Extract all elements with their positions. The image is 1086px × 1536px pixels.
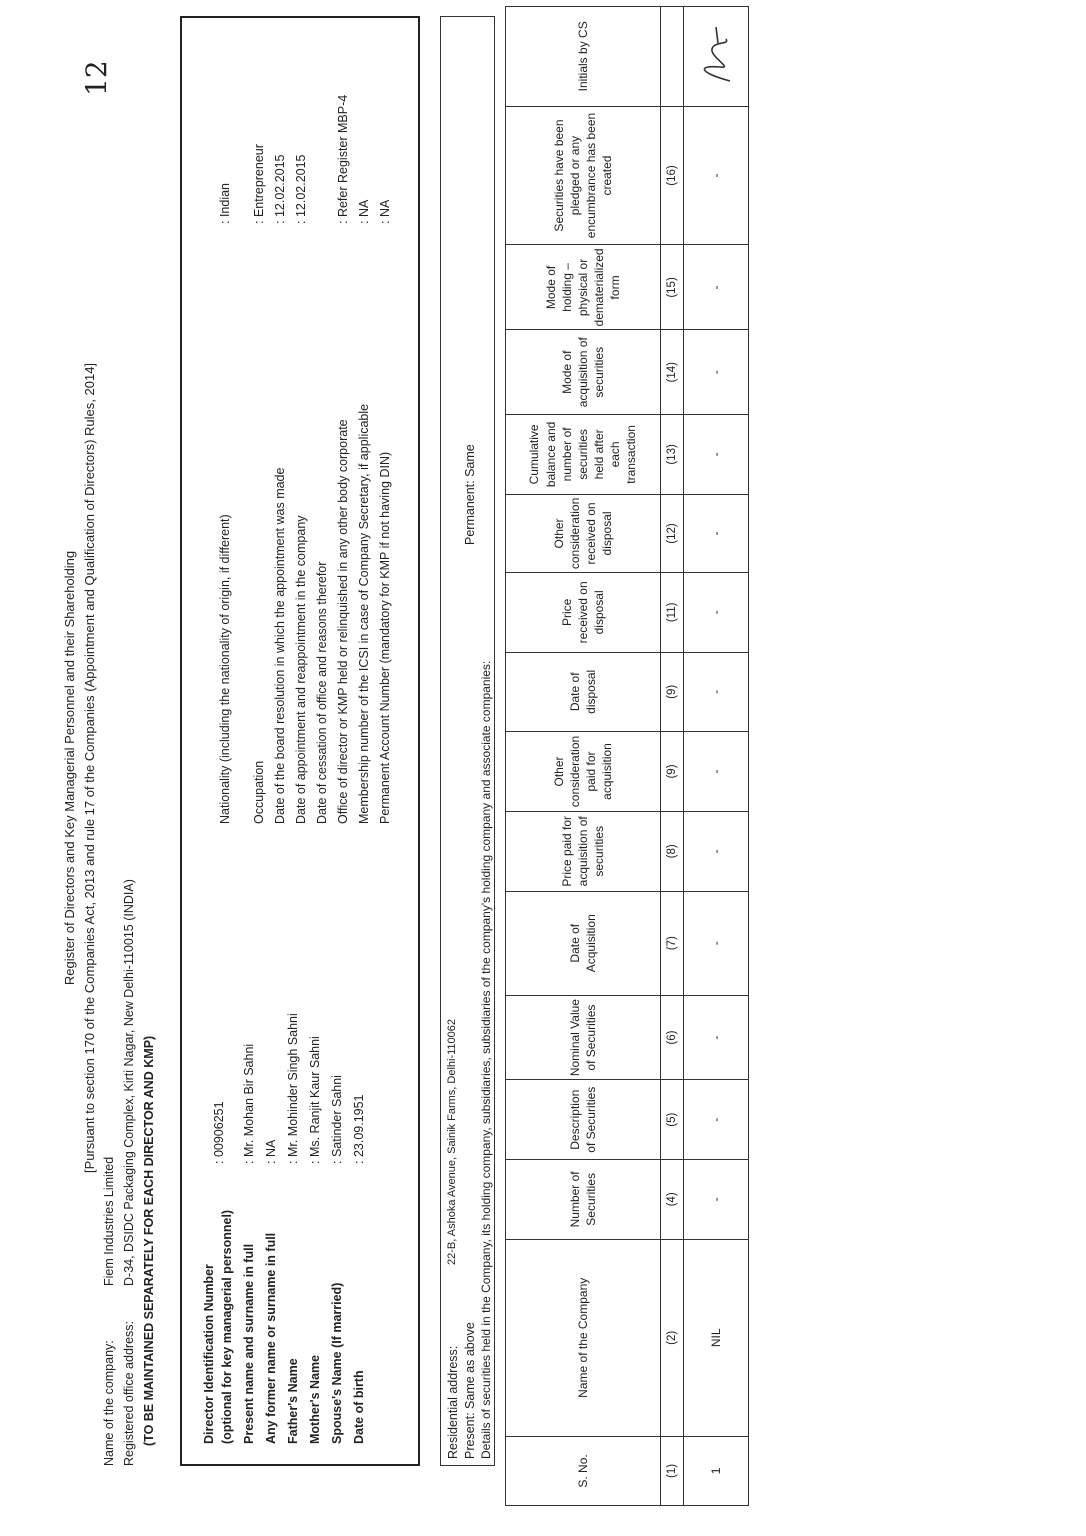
col-header: Mode of acquisition of securities (506, 330, 661, 415)
cessation-label: Date of cessation of office and reasons therefor (315, 561, 329, 824)
office-address-label: Registered office address: (122, 1321, 136, 1466)
column-number: (14) (661, 330, 684, 415)
column-number: (9) (661, 652, 684, 731)
permanent-address: Permanent: Same (463, 444, 477, 545)
residential-address-box (440, 16, 495, 1466)
column-number: (1) (661, 1436, 684, 1505)
col-header: Initials by CS (506, 7, 661, 107)
col-header: Price received on disposal (506, 573, 661, 652)
securities-caption: Details of securities held in the Company, its holding company, subsidiaries, subsidiaries of the company's holding company and associate companies: (479, 660, 493, 1459)
appointment-value: : 12.02.2015 (294, 154, 308, 224)
maintenance-note: (TO BE MAINTAINED SEPARATELY FOR EACH DIRECTOR AND KMP) (142, 1035, 156, 1446)
page-number: 12 (80, 60, 113, 96)
board-resolution-value: : 12.02.2015 (273, 154, 287, 224)
col-header: Name of the Company (506, 1239, 661, 1436)
column-number: (4) (661, 1160, 684, 1240)
col-header: Securities have been pledged or any encumbrance has been created (506, 106, 661, 245)
appointment-label: Date of appointment and reappointment in the company (294, 515, 308, 824)
col-header: Description of Securities (506, 1080, 661, 1160)
present-address: Present: Same as above (463, 1322, 477, 1459)
board-resolution-label: Date of the board resolution in which the appointment was made (273, 467, 287, 824)
table-row (684, 7, 749, 1506)
present-name-value: : Mr. Mohan Bir Sahni (242, 1043, 256, 1164)
header-row (506, 7, 661, 1506)
column-number-row (661, 7, 684, 1506)
col-header: Other consideration received on disposal (506, 494, 661, 572)
initials-cell (684, 7, 749, 107)
nationality-label: Nationality (including the nationality of origin, if different) (218, 514, 232, 824)
former-name-label: Any former name or surname in full (264, 1232, 278, 1444)
col-header: Nominal Value of Securities (506, 995, 661, 1080)
table-cell: - (684, 1080, 749, 1160)
table-cell: - (684, 995, 749, 1080)
column-number: (5) (661, 1080, 684, 1160)
present-name-label: Present name and surname in full (242, 1243, 256, 1444)
column-number: (8) (661, 811, 684, 891)
register-title: Register of Directors and Key Managerial Personnel and their Shareholding (62, 550, 77, 986)
mother-name-value: : Ms. Ranjit Kaur Sahni (308, 1036, 322, 1164)
col-header: Cumulative balance and number of securities held after each transaction (506, 415, 661, 495)
table-cell: - (684, 1160, 749, 1240)
table-cell: - (684, 652, 749, 731)
col-header: Other consideration paid for acquisition (506, 732, 661, 812)
occupation-label: Occupation (252, 760, 266, 824)
din-sublabel: (optional for key managerial personnel) (220, 1209, 234, 1444)
col-header: Mode of holding – physical or dematerialized form (506, 245, 661, 330)
col-header: Price paid for acquisition of securities (506, 811, 661, 891)
spouse-name-label: Spouse's Name (If married) (330, 1282, 344, 1444)
table-cell: - (684, 106, 749, 245)
icsi-value: : NA (357, 199, 371, 224)
cs-initials-signature (690, 21, 740, 91)
column-number: (15) (661, 245, 684, 330)
table-cell: 1 (684, 1436, 749, 1505)
column-number: (9) (661, 732, 684, 812)
table-cell: - (684, 330, 749, 415)
residential-address-value: 22-B, Ashoka Avenue, Sainik Farms, Delhi-110062 (446, 1018, 458, 1265)
column-number: (12) (661, 494, 684, 572)
spouse-name-value: : Satinder Sahni (330, 1075, 344, 1164)
director-details-box (180, 16, 420, 1466)
table-cell: - (684, 811, 749, 891)
col-header: Date of Acquisition (506, 891, 661, 995)
col-header: S. No. (506, 1436, 661, 1505)
other-office-value: : Refer Register MBP-4 (336, 94, 350, 224)
din-label: Director Identification Number (202, 1264, 216, 1444)
pan-value: : NA (378, 199, 392, 224)
dob-label: Date of birth (352, 1370, 366, 1444)
company-name-value: Fiem Industries Limited (102, 1156, 116, 1286)
column-number: (16) (661, 106, 684, 245)
occupation-value: : Entrepreneur (252, 144, 266, 224)
dob-value: : 23.09.1951 (352, 1094, 366, 1164)
securities-table (505, 6, 749, 1506)
company-name-label: Name of the company: (102, 1340, 116, 1466)
former-name-value: : NA (264, 1139, 278, 1164)
column-number: (6) (661, 995, 684, 1080)
table-cell: - (684, 573, 749, 652)
register-subtitle: [Pursuant to section 170 of the Companies Act, 2013 and rule 17 of the Companies (Appointment and Qualification of Directors) Rules, 2014] (82, 362, 97, 1174)
office-address-value: D-34, DSIDC Packaging Complex, Kirti Nagar, New Delhi-110015 (INDIA) (122, 879, 136, 1286)
column-number: (13) (661, 415, 684, 495)
column-number: (11) (661, 573, 684, 652)
table-cell: NIL (684, 1239, 749, 1436)
col-header: Date of disposal (506, 652, 661, 731)
pan-label: Permanent Account Number (mandatory for KMP if not having DIN) (378, 451, 392, 824)
col-header: Number of Securities (506, 1160, 661, 1240)
table-cell: - (684, 891, 749, 995)
residential-address-label: Residential address: (446, 1345, 460, 1459)
column-number (661, 7, 684, 107)
nationality-value: : Indian (218, 182, 232, 224)
table-cell: - (684, 245, 749, 330)
father-name-label: Father's Name (286, 1358, 300, 1444)
column-number: (7) (661, 891, 684, 995)
table-cell: - (684, 415, 749, 495)
father-name-value: : Mr. Mohinder Singh Sahni (286, 1013, 300, 1164)
din-value: : 00906251 (212, 1101, 226, 1164)
mother-name-label: Mother's Name (308, 1354, 322, 1444)
table-cell: - (684, 494, 749, 572)
other-office-label: Office of director or KMP held or relinquished in any other body corporate (336, 419, 350, 824)
table-cell: - (684, 732, 749, 812)
column-number: (2) (661, 1239, 684, 1436)
icsi-label: Membership number of the ICSI in case of Company Secretary, if applicable (357, 403, 371, 824)
